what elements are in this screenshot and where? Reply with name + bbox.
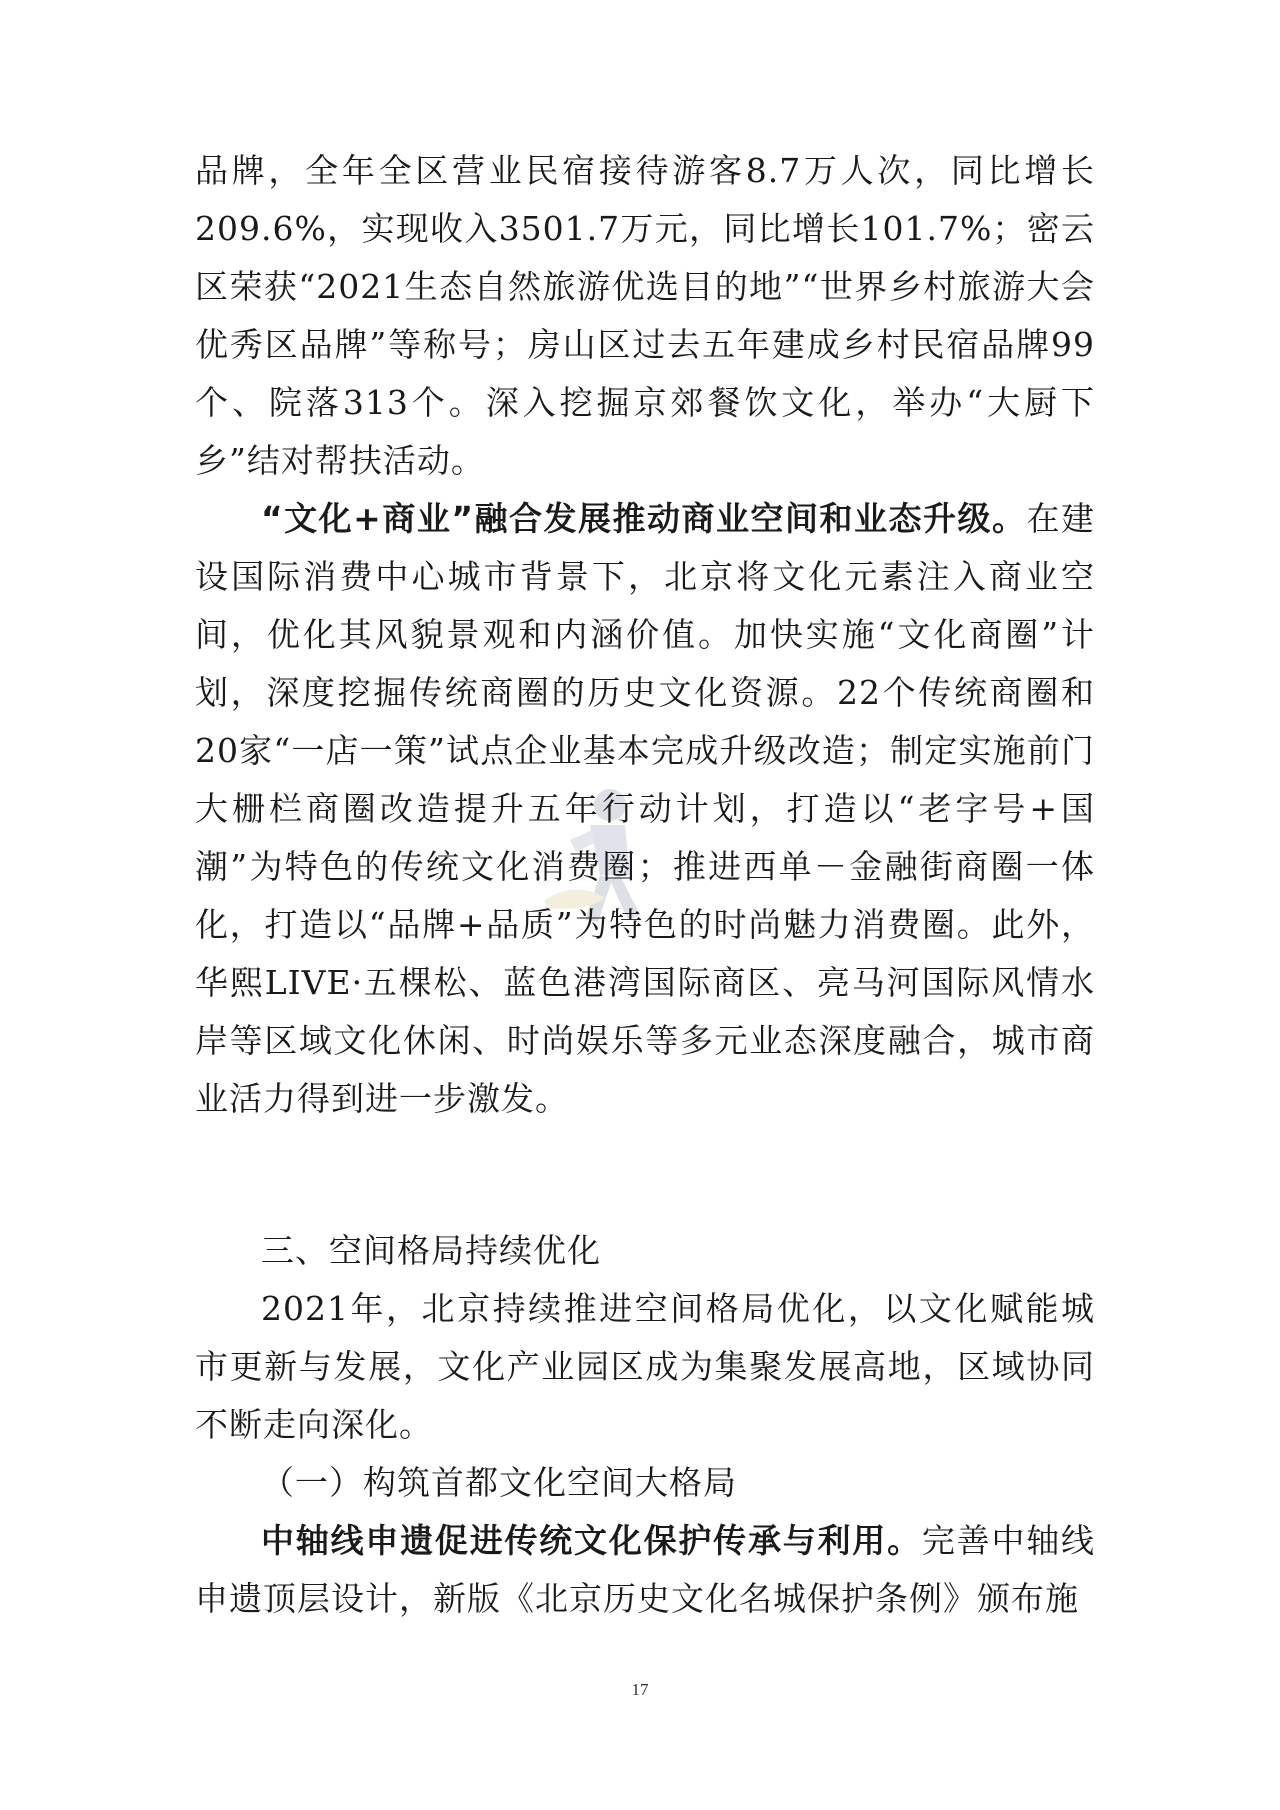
paragraph-culture-commerce-text: 在建设国际消费中心城市背景下，北京将文化元素注入商业空间，优化其风貌景观和内涵价值。加快实施“文化商圈”计划，深度挖掘传统商圈的历史文化资源。22个传统商圈和20家“一店一策”试点企业基本完成升级改造；制定实施前门大栅栏商圈改造提升五年行动计划，打造以“老字号+国潮”为特色的传统文化消费圈；推进西单－金融街商圈一体化，打造以“品牌+品质”为特色的时尚魅力消费圈。此外，华熙LIVE·五棵松、蓝色港湾国际商区、亮马河国际风情水岸等区域文化休闲、时尚娱乐等多元业态深度融合，城市商业活力得到进一步激发。 (195, 499, 1095, 1118)
paragraph-culture-commerce-lead: “文化+商业”融合发展推动商业空间和业态升级。 (261, 499, 1027, 538)
body-text-top (195, 142, 1095, 1128)
paragraph-central-axis-text: 完善中轴线申遗顶层设计，新版《北京历史文化名城保护条例》颁布施 (195, 1521, 1096, 1618)
page-number: 17 (631, 1680, 649, 1699)
section-intro: 2021年，北京持续推进空间格局优化，以文化赋能城市更新与发展，文化产业园区成为集聚发展高地，区域协同不断走向深化。 (195, 1289, 1095, 1444)
section-heading: 三、空间格局持续优化 (261, 1231, 601, 1270)
paragraph-culture-commerce (195, 490, 1095, 1128)
paragraph-homestay (195, 142, 1095, 490)
subsection-heading: （一）构筑首都文化空间大格局 (261, 1463, 737, 1502)
paragraph-central-axis-lead: 中轴线申遗促进传统文化保护传承与利用。 (261, 1521, 922, 1560)
body-text-bottom (195, 1222, 1095, 1628)
paragraph-central-axis (195, 1512, 1095, 1628)
paragraph-homestay-text: 品牌，全年全区营业民宿接待游客8.7万人次，同比增长209.6%，实现收入3501.7万元，同比增长101.7%；密云区荣获“2021生态自然旅游优选目的地”“世界乡村旅游大会优秀区品牌”等称号；房山区过去五年建成乡村民宿品牌99个、院落313个。深入挖掘京郊餐饮文化，举办“大厨下乡”结对帮扶活动。 (195, 151, 1095, 480)
